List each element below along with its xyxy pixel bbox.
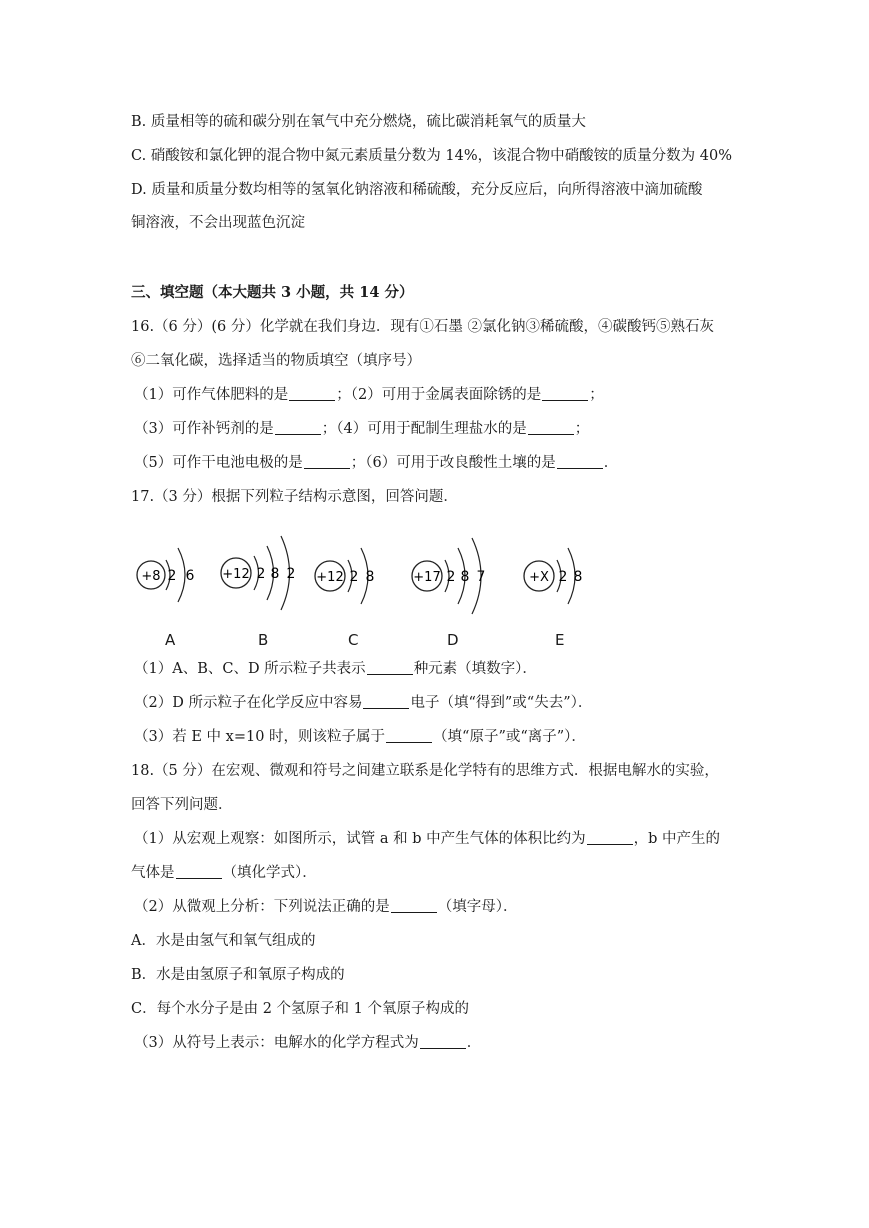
atom-label-c: C <box>348 631 359 649</box>
answer-blank[interactable] <box>363 694 409 709</box>
q17-part2 <box>134 693 592 713</box>
q18-part1-line1 <box>134 829 720 849</box>
nucleus-label: +8 <box>141 569 161 584</box>
q16-p2-text: ；（2）可用于金属表面除锈的是 <box>336 387 542 403</box>
shell-electrons: 2 <box>167 568 177 584</box>
nucleus-label: +12 <box>316 570 344 585</box>
q18-part1-line2 <box>131 863 317 883</box>
q17-part3 <box>134 727 586 747</box>
atom-diagram-d <box>410 530 500 624</box>
shell-electrons: 2 <box>446 569 456 585</box>
q17-stem: 17.（3 分）根据下列粒子结构示意图，回答问题． <box>131 489 458 505</box>
atom-label-a: A <box>165 631 176 649</box>
q16-p5-text: （5）可作干电池电极的是 <box>134 455 303 471</box>
q17-p2-end: 电子（填“得到”或“失去”）． <box>410 695 593 711</box>
q18-p1-gas: 气体是 <box>131 865 175 881</box>
answer-blank[interactable] <box>557 454 603 469</box>
q16-row3 <box>134 453 618 473</box>
q16-stem-line1: 16.（6 分）(6 分）化学就在我们身边．现有①石墨 ②氯化钠③稀硫酸，④碳酸钙⑤熟石灰 <box>131 319 714 335</box>
answer-blank[interactable] <box>386 728 432 743</box>
shell-electrons: 8 <box>365 569 375 585</box>
nucleus-label: +17 <box>413 570 441 585</box>
answer-blank[interactable] <box>391 898 437 913</box>
atom-label-e: E <box>555 631 565 649</box>
q16-row1 <box>134 385 604 405</box>
q18-p1-mid: ，b 中产生的 <box>633 831 720 847</box>
q18-p2-end: （填字母）． <box>437 899 518 915</box>
q17-p1-end: 种元素（填数字）． <box>413 661 537 677</box>
answer-blank[interactable] <box>367 660 413 675</box>
answer-blank[interactable] <box>587 830 633 845</box>
q16-p2-end: ； <box>589 387 604 403</box>
q18-p3-end: ． <box>466 1035 482 1051</box>
atom-diagram-c <box>313 530 388 624</box>
q18-part3 <box>134 1033 481 1053</box>
q18-p2-text: （2）从微观上分析：下列说法正确的是 <box>134 899 390 915</box>
q16-p4-end: ； <box>574 421 590 437</box>
shell-electrons: 2 <box>558 569 568 585</box>
q16-row2 <box>134 419 589 439</box>
answer-blank[interactable] <box>528 420 574 435</box>
option-c: C. 硝酸铵和氯化钾的混合物中氮元素质量分数为 14%，该混合物中硝酸铵的质量分数为 40% <box>131 148 732 164</box>
answer-blank[interactable] <box>176 864 222 879</box>
shell-electrons: 8 <box>460 569 470 585</box>
q18-option-a: A．水是由氢气和氧气组成的 <box>131 933 316 949</box>
q18-stem-line2: 回答下列问题． <box>131 797 233 813</box>
nucleus-label: +X <box>529 570 549 585</box>
answer-blank[interactable] <box>304 454 350 469</box>
nucleus-label: +12 <box>222 567 250 582</box>
q18-p1-end: （填化学式）． <box>222 865 317 881</box>
atom-label-b: B <box>258 631 269 649</box>
shell-electrons: 8 <box>573 569 583 585</box>
q17-part1 <box>134 659 537 679</box>
shell-electrons: 2 <box>286 566 296 582</box>
section-title: 三、填空题（本大题共 3 小题，共 14 分） <box>131 284 414 301</box>
q16-p6-text: ；（6）可用于改良酸性土壤的是 <box>350 455 556 471</box>
shell-electrons: 7 <box>476 569 486 585</box>
answer-blank[interactable] <box>275 420 321 435</box>
atom-label-d: D <box>447 631 459 649</box>
q16-p4-text: ；（4）可用于配制生理盐水的是 <box>321 421 527 437</box>
q18-option-b: B．水是由氢原子和氧原子构成的 <box>131 967 345 983</box>
shell-electrons: 8 <box>270 566 280 582</box>
atom-diagram-a <box>134 530 204 624</box>
q18-p1-text: （1）从宏观上观察：如图所示，试管 a 和 b 中产生气体的体积比约为 <box>134 831 586 847</box>
q18-stem-line1: 18.（5 分）在宏观、微观和符号之间建立联系是化学特有的思维方式．根据电解水的实验， <box>131 763 719 779</box>
q16-p6-end: ． <box>603 455 619 471</box>
shell-electrons: 6 <box>185 568 195 584</box>
q18-part2 <box>134 897 517 917</box>
option-d-line1: D. 质量和质量分数均相等的氢氧化钠溶液和稀硫酸，充分反应后，向所得溶液中滴加硫酸 <box>131 182 703 198</box>
q16-p1-text: （1）可作气体肥料的是 <box>134 387 289 403</box>
q18-option-c: C．每个水分子是由 2 个氢原子和 1 个氧原子构成的 <box>131 1001 469 1017</box>
q17-p1-text: （1）A、B、C、D 所示粒子共表示 <box>134 661 366 677</box>
q17-p3-text: （3）若 E 中 x=10 时，则该粒子属于 <box>134 729 386 745</box>
q16-stem-line2: ⑥二氧化碳，选择适当的物质填空（填序号） <box>131 353 421 369</box>
answer-blank[interactable] <box>289 386 335 401</box>
q17-p2-text: （2）D 所示粒子在化学反应中容易 <box>134 695 363 711</box>
option-d-line2: 铜溶液，不会出现蓝色沉淀 <box>131 215 305 231</box>
answer-blank[interactable] <box>542 386 588 401</box>
q16-p3-text: （3）可作补钙剂的是 <box>134 421 274 437</box>
option-b: B. 质量相等的硫和碳分别在氧气中充分燃烧，硫比碳消耗氧气的质量大 <box>131 114 586 130</box>
shell-electrons: 2 <box>256 566 266 582</box>
atom-diagram-b <box>219 530 304 624</box>
atom-diagram-e <box>522 530 597 624</box>
q17-p3-end: （填“原子”或“离子”）． <box>433 729 586 745</box>
q18-p3-text: （3）从符号上表示：电解水的化学方程式为 <box>134 1035 419 1051</box>
shell-electrons: 2 <box>349 569 359 585</box>
answer-blank[interactable] <box>420 1034 466 1049</box>
